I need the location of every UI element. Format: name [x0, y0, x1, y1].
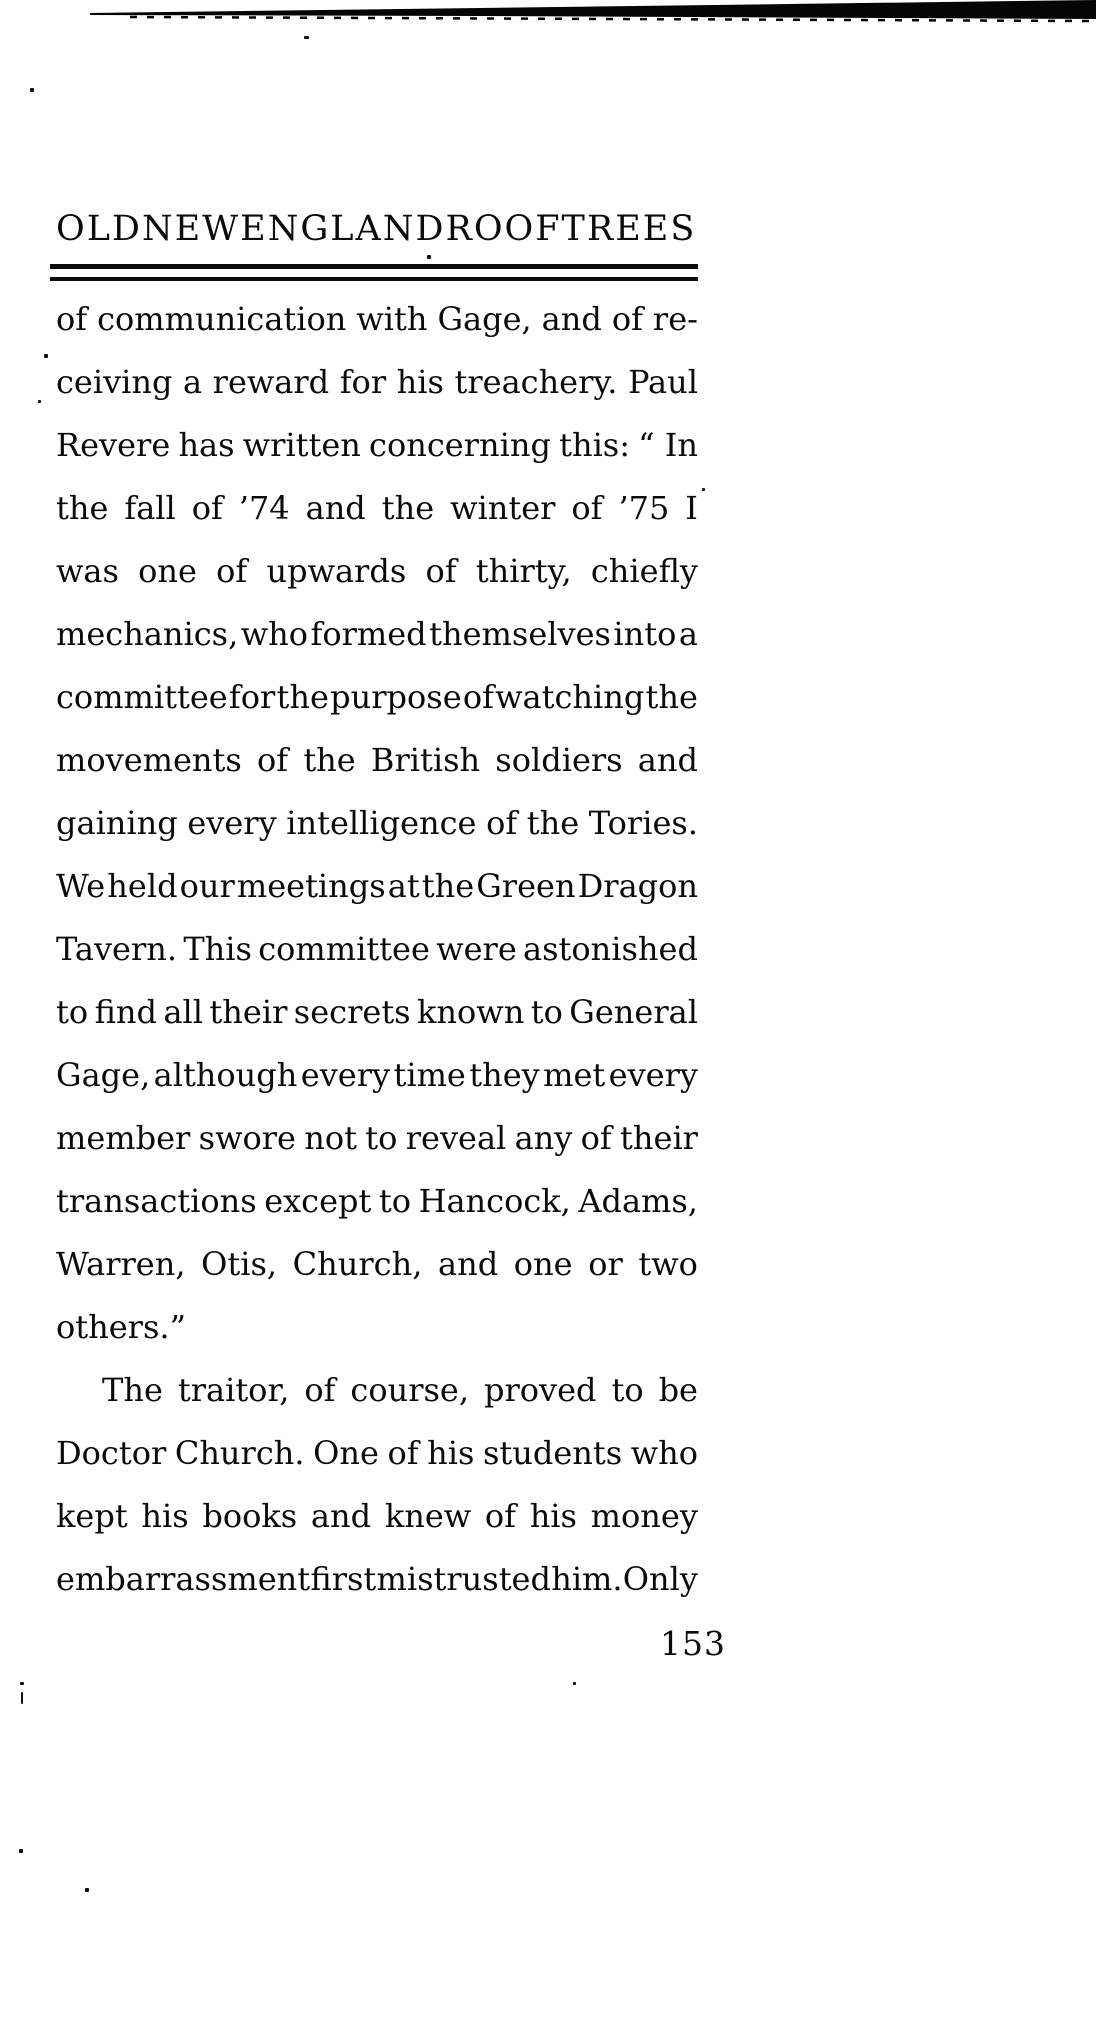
text-word: of: [191, 489, 223, 527]
text-word: mistrusted: [376, 1560, 551, 1598]
text-word: formed: [310, 615, 427, 653]
text-word: of: [216, 552, 248, 590]
text-word: his: [529, 1497, 577, 1535]
text-word: this:: [559, 426, 630, 464]
scan-speck: [38, 400, 41, 403]
text-word: gaining: [56, 804, 178, 842]
text-word: Paul: [627, 363, 698, 401]
text-word: course,: [350, 1371, 470, 1409]
running-header-word: ENGLAND: [240, 209, 446, 249]
text-word: his: [141, 1497, 189, 1535]
text-word: first: [310, 1560, 377, 1598]
text-word: and: [438, 1245, 499, 1283]
text-word: him.: [551, 1560, 623, 1598]
text-line: [56, 1485, 698, 1548]
text-line: [56, 1422, 698, 1485]
text-word: chiefly: [590, 552, 698, 590]
text-word: astonished: [523, 930, 698, 968]
text-word: meetings: [236, 867, 386, 905]
text-word: Church,: [292, 1245, 423, 1283]
text-word: a: [678, 615, 698, 653]
text-word: re-: [652, 300, 698, 338]
text-word: treachery.: [454, 363, 618, 401]
text-word: Adams,: [578, 1182, 698, 1220]
body-text: [56, 288, 698, 1611]
text-word: of: [484, 1497, 516, 1535]
text-word: every: [300, 1056, 391, 1094]
scan-speck: [30, 88, 34, 92]
scan-speck: [20, 1682, 24, 1685]
text-word: of: [486, 804, 518, 842]
text-line: [56, 855, 698, 918]
text-word: soldiers: [495, 741, 623, 779]
text-word: Gage,: [56, 1056, 151, 1094]
text-word: ’75: [618, 489, 670, 527]
text-word: held: [107, 867, 178, 905]
text-word: was: [56, 552, 119, 590]
text-word: at: [387, 867, 420, 905]
text-word: one: [513, 1245, 573, 1283]
text-line: [56, 666, 698, 729]
text-word: to: [365, 1119, 398, 1157]
text-word: Warren,: [56, 1245, 186, 1283]
scan-speck: [85, 1888, 89, 1892]
text-word: to: [611, 1371, 644, 1409]
text-line: [56, 792, 698, 855]
text-word: One: [313, 1434, 379, 1472]
text-word: themselves: [429, 615, 611, 653]
text-word: of: [425, 552, 457, 590]
text-word: known: [417, 993, 525, 1031]
text-word: met: [543, 1056, 606, 1094]
text-word: be: [658, 1371, 698, 1409]
text-word: of: [580, 1119, 612, 1157]
text-line: [56, 981, 698, 1044]
text-word: British: [370, 741, 481, 779]
text-word: kept: [56, 1497, 128, 1535]
text-word: thirty,: [475, 552, 572, 590]
text-word: of: [304, 1371, 336, 1409]
text-word: concerning: [369, 426, 551, 464]
text-word: any: [514, 1119, 573, 1157]
text-line: [56, 1044, 698, 1107]
text-word: “ In: [638, 426, 698, 464]
text-line: [56, 1170, 698, 1233]
text-word: Revere: [56, 426, 171, 464]
text-word: reveal: [405, 1119, 507, 1157]
scan-speck: [304, 36, 309, 39]
text-line: [56, 729, 698, 792]
text-word: every: [187, 804, 277, 842]
text-word: of: [257, 741, 289, 779]
header-rule-top: [50, 264, 698, 269]
text-word: We: [56, 867, 106, 905]
text-word: swore: [198, 1119, 296, 1157]
text-word: with: [356, 300, 428, 338]
text-word: of: [462, 678, 494, 716]
text-word: who: [630, 1434, 698, 1472]
text-line: [56, 918, 698, 981]
text-word: for: [339, 363, 387, 401]
text-line: [56, 414, 698, 477]
text-word: ceiving: [56, 363, 173, 401]
text-word: Dragon: [577, 867, 698, 905]
text-word: although: [153, 1056, 298, 1094]
running-header-word: OLD: [56, 209, 142, 249]
text-word: the: [645, 678, 698, 716]
text-word: transactions: [56, 1182, 257, 1220]
text-word: I: [685, 489, 698, 527]
text-word: to: [56, 993, 89, 1031]
text-word: written: [242, 426, 361, 464]
text-word: of: [56, 300, 88, 338]
text-line: [56, 1548, 698, 1611]
text-word: time: [393, 1056, 466, 1094]
text-word: embarrassment: [56, 1560, 311, 1598]
text-word: mechanics,: [56, 615, 239, 653]
text-word: they: [469, 1056, 540, 1094]
text-word: ’74: [238, 489, 290, 527]
scan-speck: [44, 354, 48, 358]
page-number: 153: [660, 1624, 726, 1663]
text-word: one: [138, 552, 197, 590]
text-word: traitor,: [177, 1371, 290, 1409]
text-line: [56, 603, 698, 666]
text-word: General: [569, 993, 698, 1031]
text-word: Doctor: [56, 1434, 167, 1472]
text-word: winter: [450, 489, 556, 527]
text-word: purpose: [330, 678, 462, 716]
text-line: [56, 1233, 698, 1296]
scan-speck: [573, 1682, 576, 1685]
text-line: [56, 288, 698, 351]
text-word: were: [436, 930, 517, 968]
text-word: committee: [56, 678, 228, 716]
text-line: others.”: [56, 1308, 186, 1346]
text-word: to: [378, 1182, 412, 1220]
text-word: of: [387, 1434, 419, 1472]
text-word: proved: [483, 1371, 597, 1409]
text-word: The: [102, 1371, 163, 1409]
text-word: Green: [476, 867, 576, 905]
text-word: all: [163, 993, 203, 1031]
text-word: not: [304, 1119, 357, 1157]
text-word: Otis,: [201, 1245, 278, 1283]
text-word: and: [305, 489, 366, 527]
text-word: fall: [124, 489, 176, 527]
text-word: their: [620, 1119, 698, 1157]
text-word: Tories.: [588, 804, 698, 842]
text-word: and: [310, 1497, 372, 1535]
running-header: [56, 204, 697, 254]
text-word: our: [179, 867, 235, 905]
text-word: reward: [212, 363, 330, 401]
text-word: the: [276, 678, 329, 716]
text-word: Gage,: [437, 300, 532, 338]
text-word: Only: [622, 1560, 698, 1598]
text-word: and: [637, 741, 698, 779]
text-line: [56, 540, 698, 603]
scan-speck: [427, 255, 431, 259]
text-line: [56, 1107, 698, 1170]
text-word: the: [421, 867, 475, 905]
text-word: the: [526, 804, 580, 842]
text-word: This: [183, 930, 252, 968]
text-word: movements: [56, 741, 242, 779]
text-word: knew: [384, 1497, 472, 1535]
text-word: their: [209, 993, 288, 1031]
text-word: intelligence: [286, 804, 477, 842]
text-word: his: [427, 1434, 475, 1472]
text-word: into: [613, 615, 677, 653]
running-header-word: NEW: [142, 209, 241, 249]
text-word: money: [590, 1497, 698, 1535]
text-word: books: [202, 1497, 298, 1535]
text-word: Tavern.: [56, 930, 178, 968]
text-word: students: [482, 1434, 623, 1472]
text-word: communication: [97, 300, 347, 338]
text-word: and: [541, 300, 602, 338]
text-word: the: [56, 489, 109, 527]
text-word: committee: [258, 930, 430, 968]
text-line: [56, 351, 698, 414]
text-word: his: [396, 363, 444, 401]
text-word: the: [381, 489, 435, 527]
text-word: for: [228, 678, 276, 716]
text-line: [56, 1359, 698, 1422]
text-word: find: [94, 993, 157, 1031]
text-word: to: [530, 993, 563, 1031]
running-header-word: ROOFTREES: [445, 209, 697, 249]
text-word: of: [571, 489, 603, 527]
text-word: upwards: [266, 552, 407, 590]
text-word: the: [303, 741, 356, 779]
text-line: [56, 477, 698, 540]
scan-speck: [21, 1692, 23, 1704]
text-word: a: [183, 363, 203, 401]
text-word: Hancock,: [418, 1182, 571, 1220]
text-word: watching: [495, 678, 645, 716]
scan-speck: [702, 488, 705, 491]
header-rule-bottom: [50, 277, 698, 281]
text-word: except: [264, 1182, 372, 1220]
text-word: Church.: [174, 1434, 305, 1472]
text-word: or: [588, 1245, 623, 1283]
text-word: secrets: [293, 993, 411, 1031]
scan-artifact-top-edge: [0, 0, 1096, 26]
text-word: of: [611, 300, 643, 338]
text-word: member: [56, 1119, 191, 1157]
text-word: every: [608, 1056, 698, 1094]
text-word: who: [240, 615, 308, 653]
text-word: has: [178, 426, 235, 464]
scan-speck: [19, 1849, 23, 1853]
text-word: two: [638, 1245, 698, 1283]
